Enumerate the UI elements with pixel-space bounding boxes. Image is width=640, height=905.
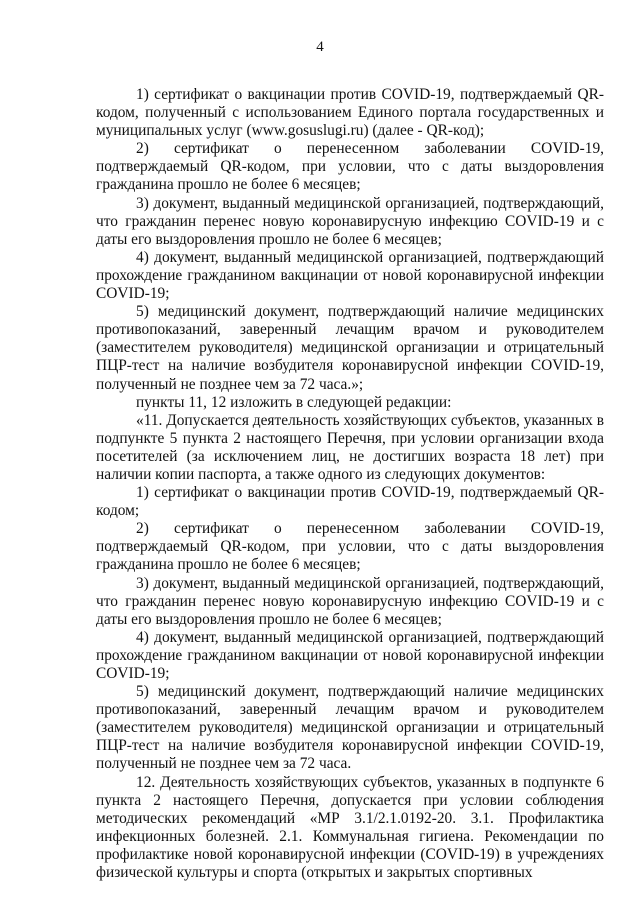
paragraph-item-5-contraindications: 5) медицинский документ, подтверждающий наличие медицинских противопоказаний, заверенный лечащим врачом и руководителем (заместителем руководителя) медицинской организации и отрицательный ПЦР-тест на наличие возбудителя коронавирусной инфекции COVID-19, полученный не позднее чем за 72 часа.»; (96, 303, 604, 393)
paragraph-clause-11-item-4: 4) документ, выданный медицинской организацией, подтверждающий прохождение гражданином вакцинации от новой коронавирусной инфекции COVID-19; (96, 628, 604, 682)
page-number: 4 (316, 39, 324, 55)
paragraph-clause-12: 12. Деятельность хозяйствующих субъектов, указанных в подпункте 6 пункта 2 настоящего Перечня, допускается при условии соблюдения методических рекомендаций «МР 3.1/2.1.0192-20. 3.1. Профилактика инфекционных болезней. 2.1. Коммунальная гигиена. Рекомендации по профилактике новой коронавирусной инфекции (COVID-19) в учреждениях физической культуры и спорта (открытых и закрытых спортивных (96, 773, 604, 882)
paragraph-item-1-qr-certificate: 1) сертификат о вакцинации против COVID-19, подтверждаемый QR-кодом, полученный с использованием Единого портала государственных и муниципальных услуг (www.gosuslugi.ru) (далее - QR-код); (96, 86, 604, 140)
paragraph-item-4-vaccination-document: 4) документ, выданный медицинской организацией, подтверждающий прохождение гражданином вакцинации от новой коронавирусной инфекции COVID-19; (96, 248, 604, 303)
document-body (96, 86, 604, 882)
paragraph-clause-11-item-1: 1) сертификат о вакцинации против COVID-19, подтверждаемый QR-кодом; (96, 484, 604, 520)
paragraph-amendment-intro: пункты 11, 12 изложить в следующей редакции: (136, 393, 452, 411)
paragraph-item-2-recovery-certificate: 2) сертификат о перенесенном заболевании COVID-19, подтверждаемый QR-кодом, при условии, что с даты выздоровления гражданина прошло не более 6 месяцев; (96, 140, 604, 194)
paragraph-clause-11-item-2: 2) сертификат о перенесенном заболевании COVID-19, подтверждаемый QR-кодом, при условии, что с даты выздоровления гражданина прошло не более 6 месяцев; (96, 520, 604, 574)
paragraph-clause-11-item-5: 5) медицинский документ, подтверждающий наличие медицинских противопоказаний, заверенный лечащим врачом и руководителем (заместителем руководителя) медицинской организации и отрицательный ПЦР-тест на наличие возбудителя коронавирусной инфекции COVID-19, полученный не позднее чем за 72 часа. (96, 683, 604, 773)
paragraph-clause-11-item-3: 3) документ, выданный медицинской организацией, подтверждающий, что гражданин перенес новую коронавирусную инфекцию COVID-19 и с даты его выздоровления прошло не более 6 месяцев; (96, 574, 604, 628)
paragraph-item-3-recovery-document: 3) документ, выданный медицинской организацией, подтверждающий, что гражданин перенес новую коронавирусную инфекцию COVID-19 и с даты его выздоровления прошло не более 6 месяцев; (96, 194, 604, 248)
paragraph-clause-11: «11. Допускается деятельность хозяйствующих субъектов, указанных в подпункте 5 пункта 2 настоящего Перечня, при условии организации входа посетителей (за исключением лиц, не достигших возраста 18 лет) при наличии копии паспорта, а также одного из следующих документов: (96, 411, 604, 483)
